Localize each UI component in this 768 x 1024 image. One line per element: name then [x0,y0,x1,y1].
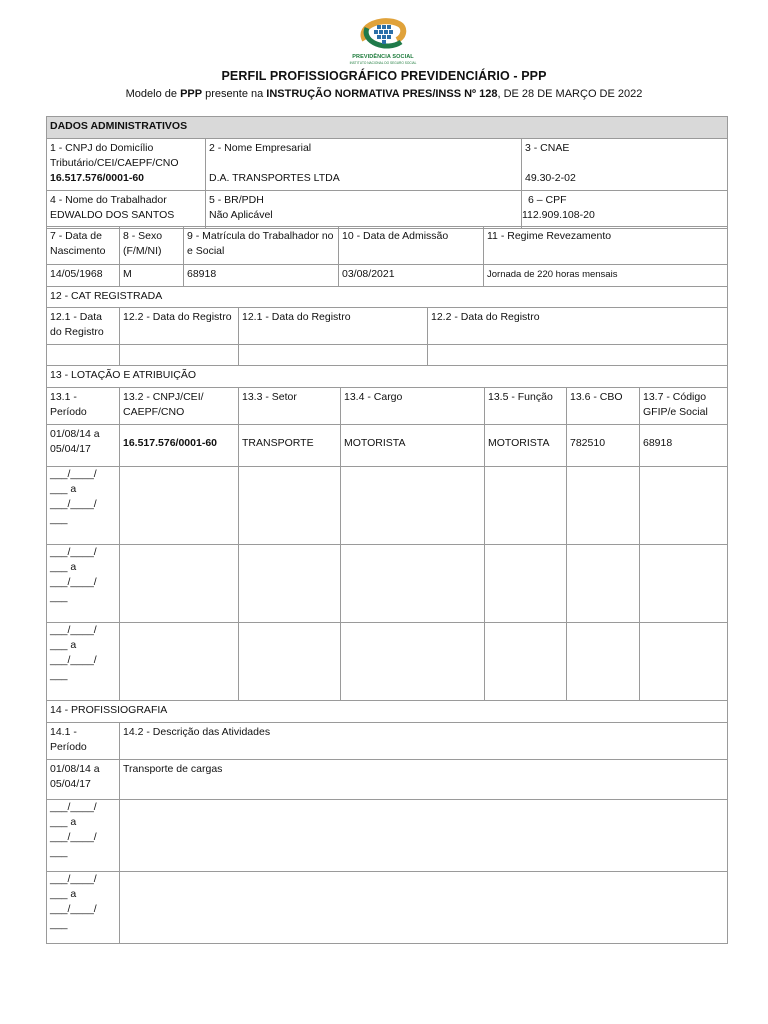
table-row-cell: 68918 [640,425,728,467]
admin-table [46,116,728,229]
table-row-cell: 782510 [567,425,640,467]
worker-table [46,226,728,287]
blank-period: ___/____/ ___ a ___/____/ ___ [47,545,120,623]
profissiografia-heading: 14 - PROFISSIOGRAFIA [47,701,728,723]
document-subtitle: Modelo de PPP presente na INSTRUÇÃO NORMATIVA PRES/INSS Nº 128, DE 28 DE MARÇO DE 2022 [125,88,643,100]
table-row-cell: 01/08/14 a 05/04/17 [47,425,120,467]
cat-cell [428,345,728,366]
lotacao-heading: 13 - LOTAÇÃO E ATRIBUIÇÃO [47,366,728,388]
nascimento-value: 14/05/1968 [47,265,120,287]
blank-period: ___/____/ ___ a ___/____/ ___ [47,467,120,545]
table-row-cell: MOTORISTA [341,425,485,467]
logo-subtext: INSTITUTO NACIONAL DO SEGURO SOCIAL [349,61,417,65]
nome-trabalhador-field: 4 - Nome do Trabalhador EDWALDO DOS SANTOS [47,191,206,229]
cat-cell [120,345,239,366]
cpf-field: 6 – CPF 112.909.108-20 [522,191,728,229]
lotacao-header: 13.5 - Função [485,388,567,425]
prof-col2: 14.2 - Descrição das Atividades [120,723,728,760]
regime-label: 11 - Regime Revezamento [484,227,728,265]
prof-period: 01/08/14 a 05/04/17 [47,760,120,800]
prof-description: Transporte de cargas [120,760,728,800]
previdencia-logo-icon [343,16,423,54]
blank-period: ___/____/ ___ a ___/____/ ___ [47,623,120,701]
lotacao-header: 13.6 - CBO [567,388,640,425]
blank-period: ___/____/ ___ a ___/____/ ___ [47,800,120,872]
lotacao-header: 13.1 - Período [47,388,120,425]
cat-col4: 12.2 - Data do Registro [428,308,728,345]
previdencia-logo [343,16,423,66]
logo-text: PREVIDÊNCIA SOCIAL [352,54,414,60]
sexo-label: 8 - Sexo (F/M/NI) [120,227,184,265]
regime-value: Jornada de 220 horas mensais [484,265,728,287]
admin-heading: DADOS ADMINISTRATIVOS [47,117,728,139]
admissao-label: 10 - Data de Admissão [339,227,484,265]
lotacao-header: 13.2 - CNPJ/CEI/ CAEPF/CNO [120,388,239,425]
cat-col3: 12.1 - Data do Registro [239,308,428,345]
nome-empresarial-field: 2 - Nome Empresarial D.A. TRANSPORTES LTDA [206,139,522,191]
lotacao-header: 13.3 - Setor [239,388,341,425]
cat-col2: 12.2 - Data do Registro [120,308,239,345]
table-row-cell: 16.517.576/0001-60 [120,425,239,467]
matricula-label: 9 - Matrícula do Trabalhador no e Social [184,227,339,265]
cat-col1: 12.1 - Data do Registro [47,308,120,345]
document-title: PERFIL PROFISSIOGRÁFICO PREVIDENCIÁRIO - PPP [221,69,547,83]
lotacao-header: 13.4 - Cargo [341,388,485,425]
prof-col1: 14.1 - Período [47,723,120,760]
cat-cell [47,345,120,366]
nascimento-label: 7 - Data de Nascimento [47,227,120,265]
cat-table [46,286,728,366]
matricula-value: 68918 [184,265,339,287]
table-row-cell: MOTORISTA [485,425,567,467]
profissiografia-table [46,700,728,944]
admissao-value: 03/08/2021 [339,265,484,287]
lotacao-table [46,365,728,701]
lotacao-header: 13.7 - Código GFIP/e Social [640,388,728,425]
cat-heading: 12 - CAT REGISTRADA [47,287,728,308]
table-row-cell: TRANSPORTE [239,425,341,467]
br-pdh-field: 5 - BR/PDH Não Aplicável [206,191,522,229]
blank-period: ___/____/ ___ a ___/____/ ___ [47,872,120,944]
sexo-value: M [120,265,184,287]
cnae-field: 3 - CNAE 49.30-2-02 [522,139,728,191]
cat-cell [239,345,428,366]
cnpj-field: 1 - CNPJ do Domicílio Tributário/CEI/CAEPF/CNO 16.517.576/0001-60 [47,139,206,191]
